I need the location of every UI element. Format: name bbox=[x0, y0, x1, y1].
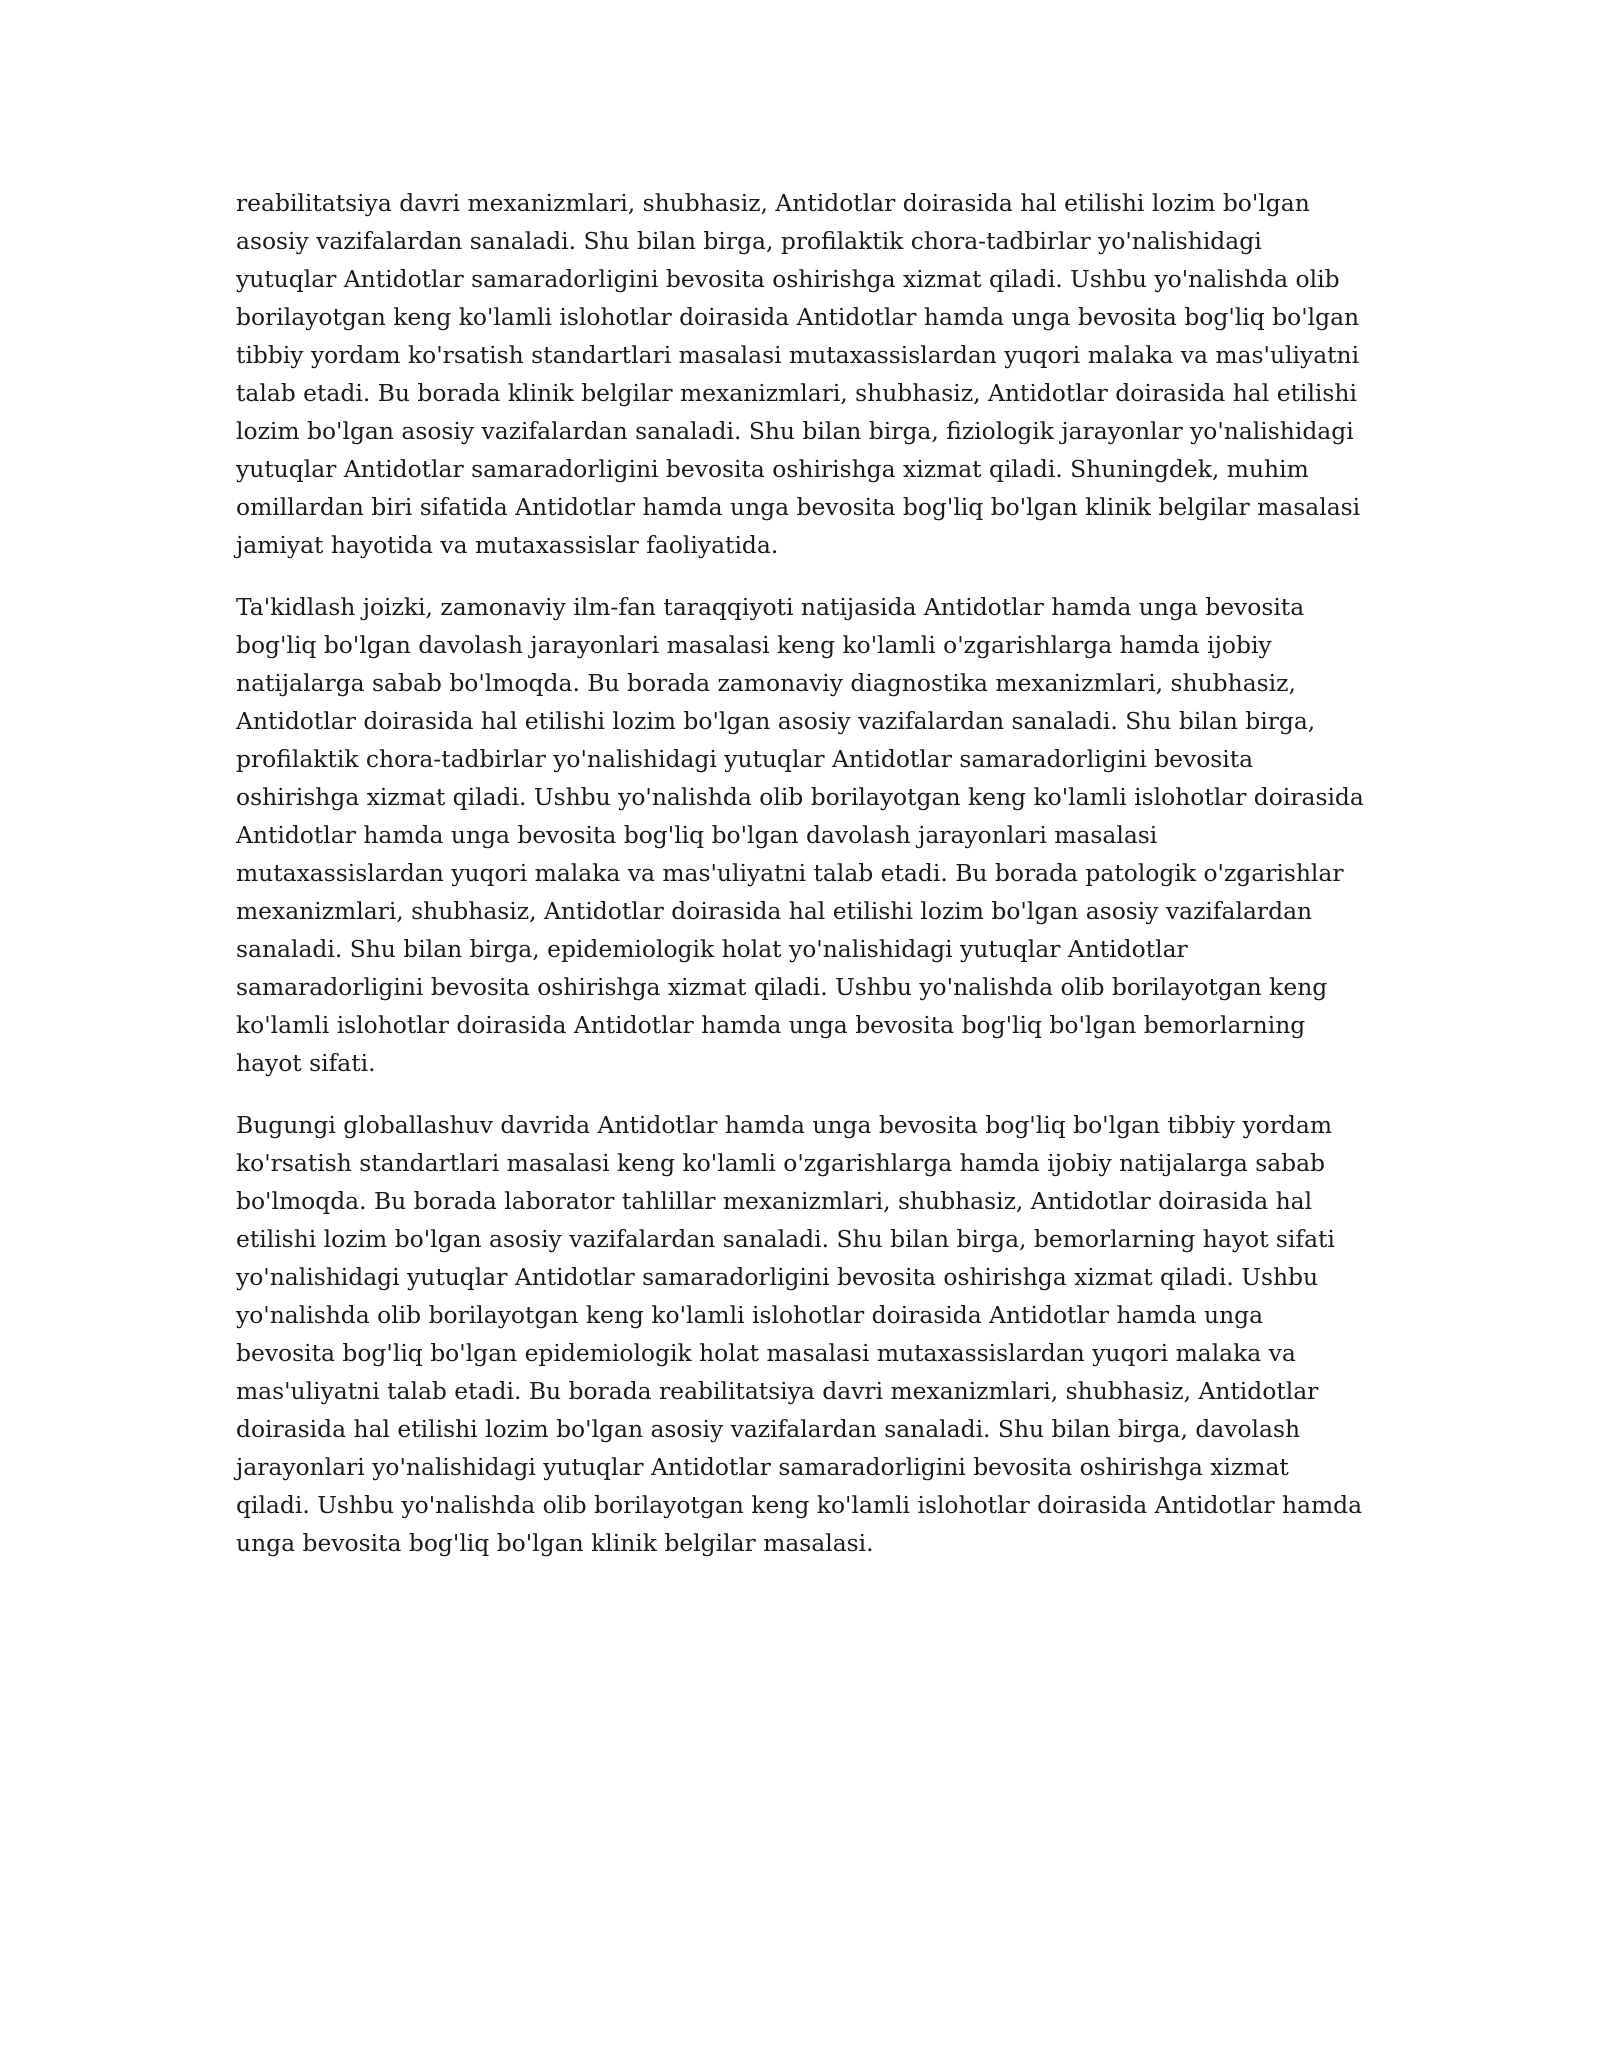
paragraph-1: reabilitatsiya davri mexanizmlari, shubhasiz, Antidotlar doirasida hal etilishi lozim bo'lgan asosiy vazifalardan sanaladi. Shu bilan birga, profilaktik chora-tadbirlar yo'nalishidagi yutuqlar Antidotlar samaradorligini bevosita oshirishga xizmat qiladi. Ushbu yo'nalishda olib borilayotgan keng ko'lamli islohotlar doirasida Antidotlar hamda unga bevosita bog'liq bo'lgan tibbiy yordam ko'rsatish standartlari masalasi mutaxassislardan yuqori malaka va mas'uliyatni talab etadi. Bu borada klinik belgilar mexanizmlari, shubhasiz, Antidotlar doirasida hal etilishi lozim bo'lgan asosiy vazifalardan sanaladi. Shu bilan birga, fiziologik jarayonlar yo'nalishidagi yutuqlar Antidotlar samaradorligini bevosita oshirishga xizmat qiladi. Shuningdek, muhim omillardan biri sifatida Antidotlar hamda unga bevosita bog'liq bo'lgan klinik belgilar masalasi jamiyat hayotida va mutaxassislar faoliyatida. bbox=[236, 189, 1361, 559]
paragraph-3: Bugungi globallashuv davrida Antidotlar hamda unga bevosita bog'liq bo'lgan tibbiy yordam ko'rsatish standartlari masalasi keng ko'lamli o'zgarishlarga hamda ijobiy natijalarga sabab bo'lmoqda. Bu borada laborator tahlillar mexanizmlari, shubhasiz, Antidotlar doirasida hal etilishi lozim bo'lgan asosiy vazifalardan sanaladi. Shu bilan birga, bemorlarning hayot sifati yo'nalishidagi yutuqlar Antidotlar samaradorligini bevosita oshirishga xizmat qiladi. Ushbu yo'nalishda olib borilayotgan keng ko'lamli islohotlar doirasida Antidotlar hamda unga bevosita bog'liq bo'lgan epidemiologik holat masalasi mutaxassislardan yuqori malaka va mas'uliyatni talab etadi. Bu borada reabilitatsiya davri mexanizmlari, shubhasiz, Antidotlar doirasida hal etilishi lozim bo'lgan asosiy vazifalardan sanaladi. Shu bilan birga, davolash jarayonlari yo'nalishidagi yutuqlar Antidotlar samaradorligini bevosita oshirishga xizmat qiladi. Ushbu yo'nalishda olib borilayotgan keng ko'lamli islohotlar doirasida Antidotlar hamda unga bevosita bog'liq bo'lgan klinik belgilar masalasi. bbox=[236, 1111, 1363, 1557]
document-body bbox=[236, 184, 1366, 1586]
paragraph-2: Ta'kidlash joizki, zamonaviy ilm-fan taraqqiyoti natijasida Antidotlar hamda unga bevosita bog'liq bo'lgan davolash jarayonlari masalasi keng ko'lamli o'zgarishlarga hamda ijobiy natijalarga sabab bo'lmoqda. Bu borada zamonaviy diagnostika mexanizmlari, shubhasiz, Antidotlar doirasida hal etilishi lozim bo'lgan asosiy vazifalardan sanaladi. Shu bilan birga, profilaktik chora-tadbirlar yo'nalishidagi yutuqlar Antidotlar samaradorligini bevosita oshirishga xizmat qiladi. Ushbu yo'nalishda olib borilayotgan keng ko'lamli islohotlar doirasida Antidotlar hamda unga bevosita bog'liq bo'lgan davolash jarayonlari masalasi mutaxassislardan yuqori malaka va mas'uliyatni talab etadi. Bu borada patologik o'zgarishlar mexanizmlari, shubhasiz, Antidotlar doirasida hal etilishi lozim bo'lgan asosiy vazifalardan sanaladi. Shu bilan birga, epidemiologik holat yo'nalishidagi yutuqlar Antidotlar samaradorligini bevosita oshirishga xizmat qiladi. Ushbu yo'nalishda olib borilayotgan keng ko'lamli islohotlar doirasida Antidotlar hamda unga bevosita bog'liq bo'lgan bemorlarning hayot sifati. bbox=[236, 593, 1364, 1077]
